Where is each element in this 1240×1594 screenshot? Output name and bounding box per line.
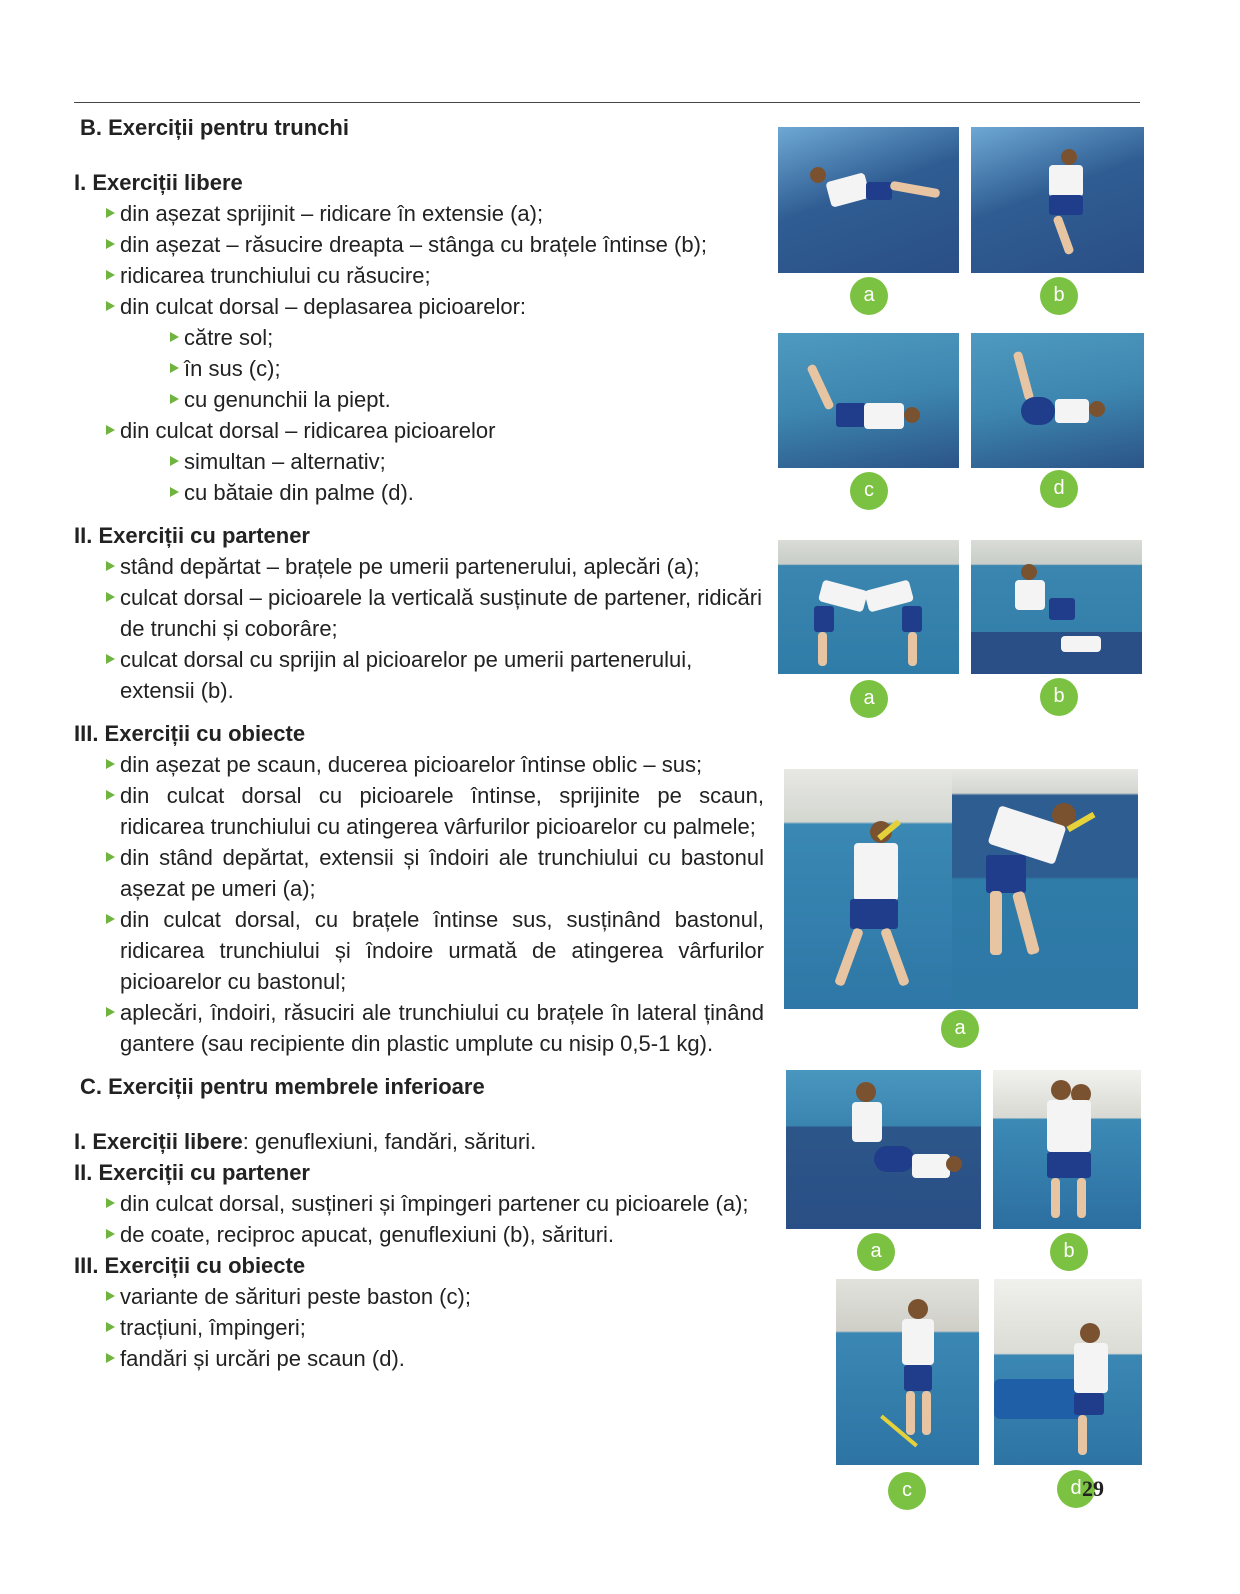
b-ex3-title: III. Exerciții cu obiecte (74, 721, 306, 746)
list-item: din culcat dorsal, susțineri și împingeri partener cu picioarele (a); (74, 1188, 764, 1219)
list-item: stând depărtat – brațele pe umerii partenerului, aplecări (a); (74, 551, 764, 582)
photo-trunk-free-d (971, 333, 1144, 468)
bullet-triangle-icon (106, 852, 115, 862)
bullet-triangle-icon (170, 456, 179, 466)
photo-label-badge: a (941, 1010, 979, 1048)
list-item: din culcat dorsal – deplasarea picioarelor: (74, 291, 764, 322)
sub-list-item: cu genunchii la piept. (74, 384, 764, 415)
bullet-triangle-icon (106, 1198, 115, 1208)
list-item: culcat dorsal – picioarele la verticală susținute de partener, ridicări de trunchi și coborâre; (74, 582, 764, 644)
section-b-title: B. Exerciții pentru trunchi (80, 115, 349, 140)
bullet-triangle-icon (170, 332, 179, 342)
photo-trunk-free-b (971, 127, 1144, 273)
photo-label-badge: d (1057, 1470, 1095, 1508)
bullet-triangle-icon (106, 914, 115, 924)
photo-trunk-partner-a (778, 540, 959, 674)
list-item: aplecări, îndoiri, răsuciri ale trunchiului cu brațele în lateral ținând gantere (sau recipiente din plastic umplute cu nisip 0,5-1 kg). (74, 997, 764, 1059)
photo-legs-objects-c (836, 1279, 979, 1465)
bullet-triangle-icon (106, 654, 115, 664)
bullet-triangle-icon (106, 1291, 115, 1301)
bullet-triangle-icon (106, 270, 115, 280)
bullet-triangle-icon (106, 1353, 115, 1363)
list-item: din culcat dorsal – ridicarea picioarelor (74, 415, 764, 446)
photo-label-badge: b (1040, 277, 1078, 315)
section-c-title: C. Exerciții pentru membrele inferioare (80, 1074, 485, 1099)
sub-list-item: către sol; (74, 322, 764, 353)
list-item: din așezat pe scaun, ducerea picioarelor întinse oblic – sus; (74, 749, 764, 780)
photo-label-badge: a (857, 1233, 895, 1271)
b-ex2-list (74, 551, 764, 706)
photo-label-badge: b (1040, 678, 1078, 716)
c-ex2-title: II. Exerciții cu partener (74, 1160, 310, 1185)
page-number: 29 (1082, 1476, 1104, 1501)
main-text-column (74, 112, 764, 1374)
bullet-triangle-icon (106, 1322, 115, 1332)
bullet-triangle-icon (106, 592, 115, 602)
bullet-triangle-icon (106, 1007, 115, 1017)
list-item: din așezat sprijinit – ridicare în extensie (a); (74, 198, 764, 229)
bullet-triangle-icon (106, 239, 115, 249)
photo-label-badge: b (1050, 1233, 1088, 1271)
bullet-triangle-icon (106, 425, 115, 435)
bullet-triangle-icon (106, 1229, 115, 1239)
bullet-triangle-icon (106, 208, 115, 218)
photo-trunk-free-c (778, 333, 959, 468)
photo-legs-partner-b (993, 1070, 1141, 1229)
bullet-triangle-icon (106, 301, 115, 311)
sub-list-item: cu bătaie din palme (d). (74, 477, 764, 508)
bullet-triangle-icon (170, 363, 179, 373)
photo-trunk-free-a (778, 127, 959, 273)
photo-label-badge: d (1040, 470, 1078, 508)
list-item: din stând depărtat, extensii și îndoiri ale trunchiului cu bastonul așezat pe umeri (a); (74, 842, 764, 904)
list-item: ridicarea trunchiului cu răsucire; (74, 260, 764, 291)
b-ex3-list (74, 749, 764, 1059)
photo-legs-partner-a (786, 1070, 981, 1229)
header-rule (74, 102, 1140, 103)
b-ex1-list (74, 198, 764, 508)
photo-trunk-partner-b (971, 540, 1142, 674)
bullet-triangle-icon (106, 561, 115, 571)
list-item: de coate, reciproc apucat, genuflexiuni (b), sărituri. (74, 1219, 764, 1250)
photo-label-badge: a (850, 277, 888, 315)
list-item: din așezat – răsucire dreapta – stânga cu brațele întinse (b); (74, 229, 764, 260)
b-ex2-title: II. Exerciții cu partener (74, 523, 310, 548)
c-ex3-title: III. Exerciții cu obiecte (74, 1253, 306, 1278)
photo-label-badge: a (850, 680, 888, 718)
c-ex1-title: I. Exerciții libere: genuflexiuni, fandări, sărituri. (74, 1129, 537, 1154)
c-ex2-list (74, 1188, 764, 1250)
sub-list-item: simultan – alternativ; (74, 446, 764, 477)
list-item: din culcat dorsal cu picioarele întinse, sprijinite pe scaun, ridicarea trunchiului cu atingerea vârfurilor picioarelor cu palmele; (74, 780, 764, 842)
list-item: din culcat dorsal, cu brațele întinse sus, susținând bastonul, ridicarea trunchiului și îndoire urmată de atingerea vârfurilor picioarelor cu bastonul; (74, 904, 764, 997)
list-item: tracțiuni, împingeri; (74, 1312, 764, 1343)
bullet-triangle-icon (170, 394, 179, 404)
photo-trunk-objects-a-right (952, 769, 1138, 1009)
c-ex3-list (74, 1281, 764, 1374)
photo-label-badge: c (850, 472, 888, 510)
bullet-triangle-icon (106, 759, 115, 769)
sub-list-item: în sus (c); (74, 353, 764, 384)
bullet-triangle-icon (170, 487, 179, 497)
list-item: culcat dorsal cu sprijin al picioarelor pe umerii partenerului, extensii (b). (74, 644, 764, 706)
bullet-triangle-icon (106, 790, 115, 800)
photo-label-badge: c (888, 1472, 926, 1510)
list-item: fandări și urcări pe scaun (d). (74, 1343, 764, 1374)
photo-trunk-objects-a-left (784, 769, 952, 1009)
photo-legs-objects-d (994, 1279, 1142, 1465)
b-ex1-title: I. Exerciții libere (74, 170, 243, 195)
list-item: variante de sărituri peste baston (c); (74, 1281, 764, 1312)
